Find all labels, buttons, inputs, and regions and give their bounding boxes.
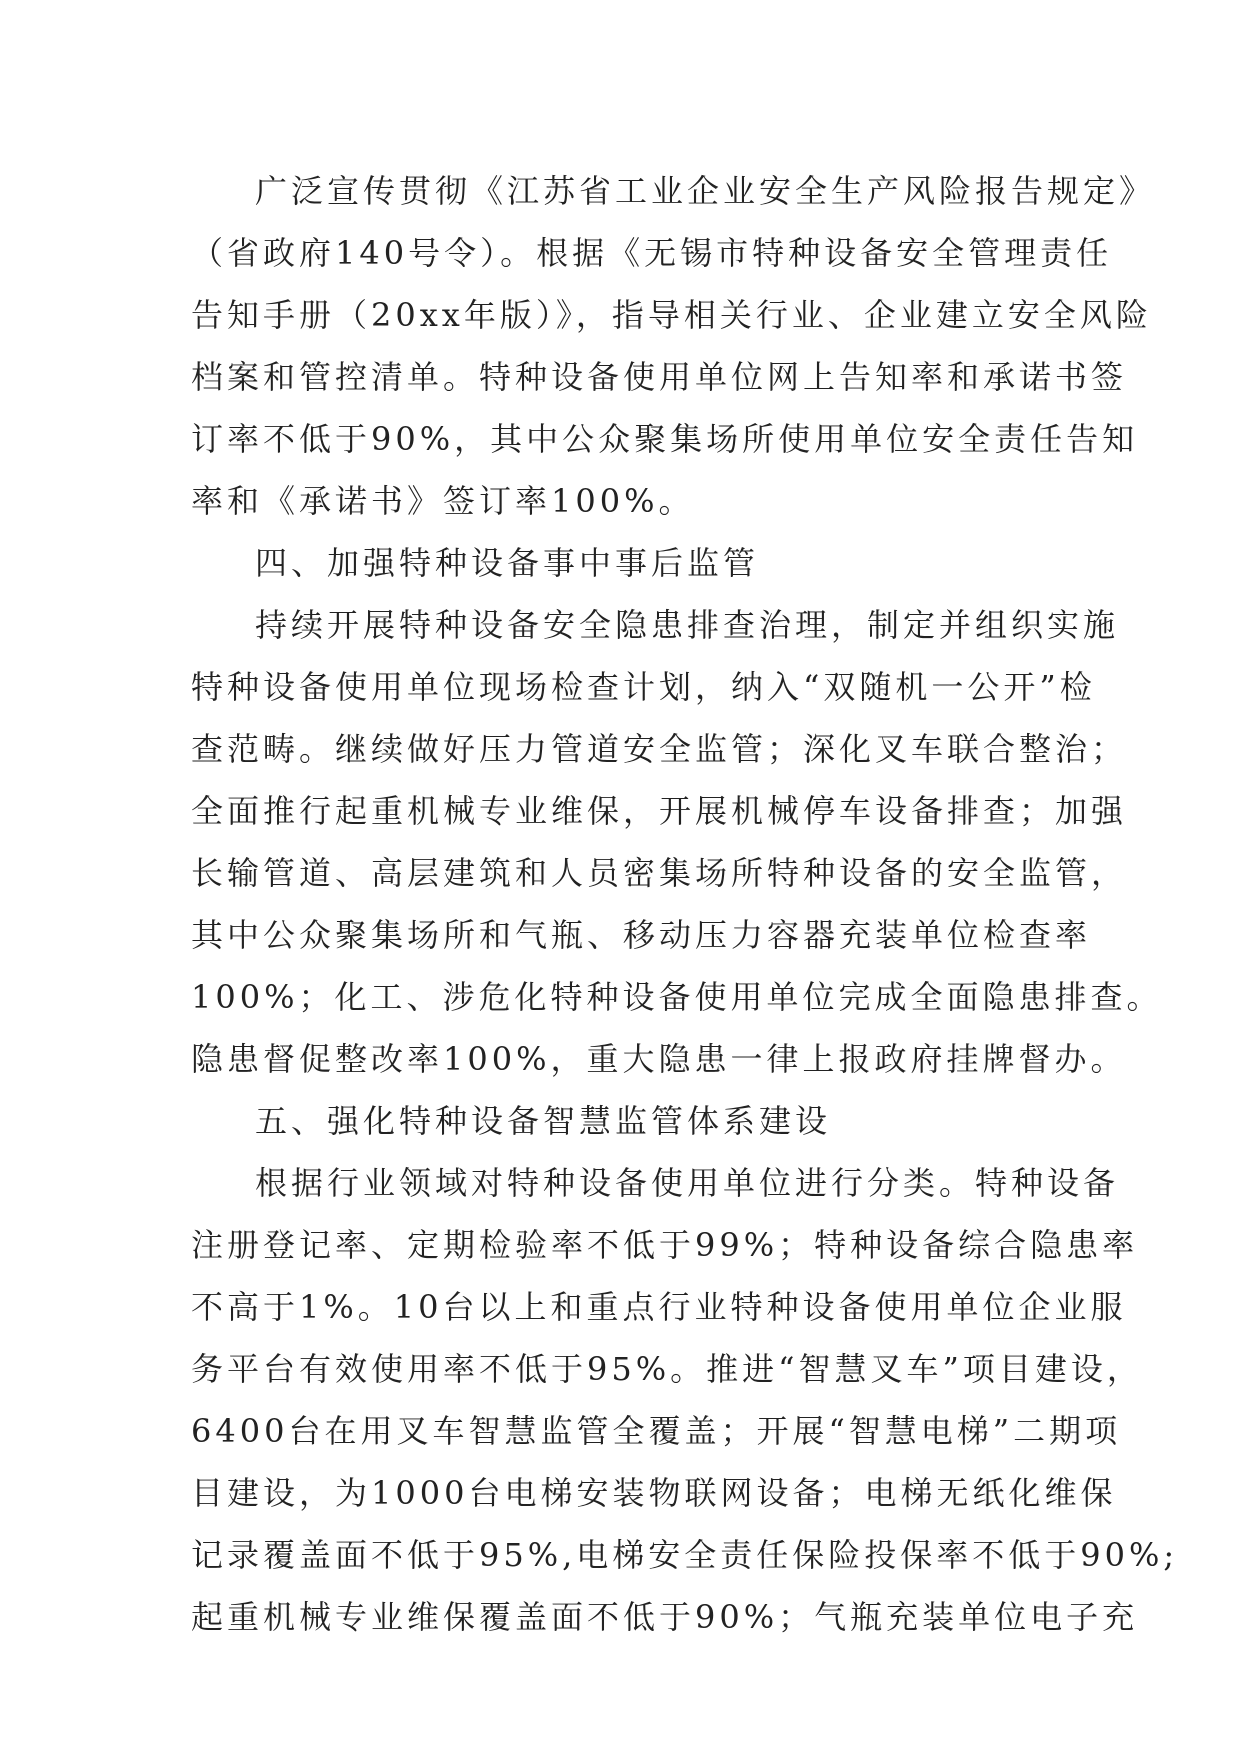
text-line: 率和《承诺书》签订率100%。: [191, 482, 695, 520]
text-line: 100%；化工、涉危化特种设备使用单位完成全面隐患排查。: [191, 978, 1163, 1016]
document-body: [191, 160, 1179, 1648]
text-line: 告知手册（20xx年版）》，指导相关行业、企业建立安全风险: [191, 296, 1152, 334]
text-line: 6400台在用叉车智慧监管全覆盖；开展“智慧电梯”二期项: [191, 1412, 1122, 1450]
text-line: 目建设，为1000台电梯安装物联网设备；电梯无纸化维保: [191, 1474, 1117, 1512]
text-line: 全面推行起重机械专业维保，开展机械停车设备排查；加强: [191, 792, 1128, 830]
text-line: （省政府140号令）。根据《无锡市特种设备安全管理责任: [191, 234, 1113, 272]
section-heading: 五、强化特种设备智慧监管体系建设: [255, 1102, 832, 1140]
text-line: 隐患督促整改率100%，重大隐患一律上报政府挂牌督办。: [191, 1040, 1127, 1078]
text-line: 持续开展特种设备安全隐患排查治理，制定并组织实施: [255, 606, 1120, 644]
text-line: 广泛宣传贯彻《江苏省工业企业安全生产风险报告规定》: [255, 172, 1156, 210]
text-line: 订率不低于90%，其中公众聚集场所使用单位安全责任告知: [191, 420, 1139, 458]
text-line: 根据行业领域对特种设备使用单位进行分类。特种设备: [255, 1164, 1120, 1202]
section-heading: 四、加强特种设备事中事后监管: [255, 544, 760, 582]
text-line: 务平台有效使用率不低于95%。推进“智慧叉车”项目建设，: [191, 1350, 1143, 1388]
text-line: 其中公众聚集场所和气瓶、移动压力容器充装单位检查率: [191, 916, 1092, 954]
text-line: 记录覆盖面不低于95%,电梯安全责任保险投保率不低于90%;: [191, 1536, 1179, 1574]
text-line: 特种设备使用单位现场检查计划，纳入“双随机一公开”检: [191, 668, 1096, 706]
text-line: 长输管道、高层建筑和人员密集场所特种设备的安全监管，: [191, 854, 1128, 892]
text-line: 查范畴。继续做好压力管道安全监管；深化叉车联合整治；: [191, 730, 1128, 768]
text-line: 不高于1%。10台以上和重点行业特种设备使用单位企业服: [191, 1288, 1127, 1326]
text-line: 注册登记率、定期检验率不低于99%；特种设备综合隐患率: [191, 1226, 1139, 1264]
text-line: 起重机械专业维保覆盖面不低于90%；气瓶充装单位电子充: [191, 1598, 1139, 1636]
text-line: 档案和管控清单。特种设备使用单位网上告知率和承诺书签: [191, 358, 1128, 396]
